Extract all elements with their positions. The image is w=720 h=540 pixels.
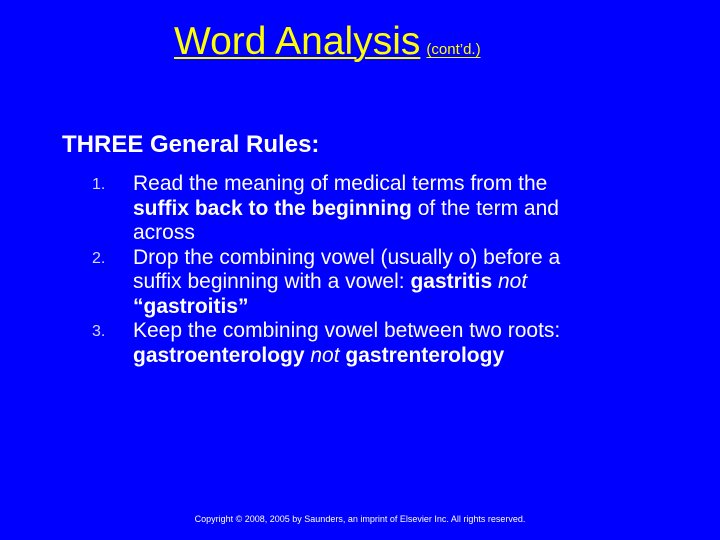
rule-term: “gastroitis” [133, 294, 249, 318]
rule-item [62, 246, 582, 320]
title-main: Word Analysis [174, 20, 421, 63]
slide-title [174, 22, 481, 61]
rule-text: Keep the combining vowel between two roots: [133, 319, 561, 342]
rule-not: not [310, 343, 340, 367]
rules-heading: THREE General Rules: [62, 131, 320, 158]
rule-number: 2. [92, 249, 106, 267]
rule-term: gastritis [410, 270, 493, 293]
rule-not: not [498, 270, 528, 293]
copyright-notice: Copyright © 2008, 2005 by Saunders, an imprint of Elsevier Inc. All rights reserved. [194, 514, 526, 524]
rules-list [62, 172, 582, 368]
rule-text: Drop the combining vowel (usually o) before a suffix beginning with a vowel: [133, 245, 561, 293]
title-sub: (cont’d.) [426, 41, 481, 58]
rule-item [62, 319, 582, 368]
rule-term: gastroenterology [133, 343, 305, 367]
rule-text: of the term and across [133, 196, 559, 244]
rule-item [62, 172, 582, 246]
rule-text: Read the meaning of medical terms from the [133, 172, 548, 195]
rule-number: 1. [92, 176, 106, 193]
rule-term: gastrenterology [345, 343, 505, 367]
rule-emphasis: suffix back to the beginning [133, 196, 412, 220]
rule-number: 3. [92, 323, 106, 340]
